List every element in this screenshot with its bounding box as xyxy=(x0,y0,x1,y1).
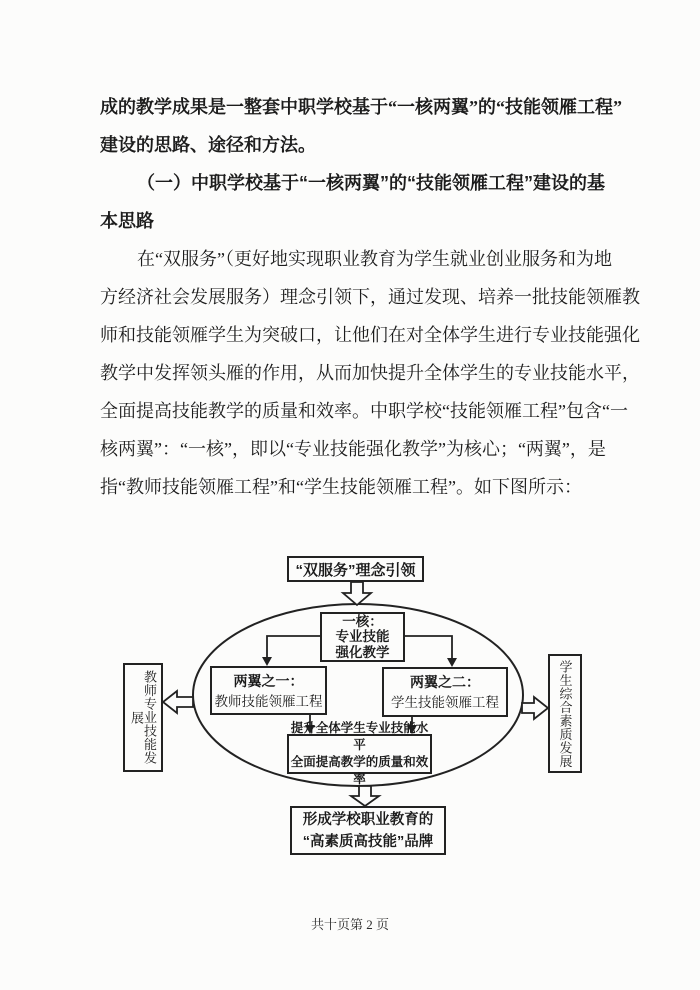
paragraph-line: 师和技能领雁学生为突破口，让他们在对全体学生进行专业技能强化 xyxy=(100,325,640,345)
box-result xyxy=(287,721,432,786)
paragraph-line: 成的教学成果是一整套中职学校基于“一核两翼”的“技能领雁工程” xyxy=(100,97,622,117)
box-wing-two-body: 学生技能领雁工程 xyxy=(391,695,499,710)
connector-core-to-wing2 xyxy=(405,636,452,659)
box-student-development-label: 学生综合素质发展 xyxy=(557,659,573,768)
box-brand-line1: 形成学校职业教育的 xyxy=(302,811,434,828)
connector-core-to-wing1 xyxy=(267,636,320,658)
box-core-line1: 一核： xyxy=(342,613,383,629)
box-guiding-concept-label: “双服务”理念引领 xyxy=(295,561,416,579)
arrowhead-wing2 xyxy=(447,658,457,667)
paragraph-line: 教学中发挥领头雁的作用，从而加快提升全体学生的专业技能水平， xyxy=(100,363,640,383)
box-teacher-development xyxy=(123,663,163,772)
box-wing-one xyxy=(210,666,327,715)
box-brand-line2: “高素质高技能”品牌 xyxy=(302,833,434,850)
box-wing-one-body: 教师技能领雁工程 xyxy=(214,693,323,709)
arrow-left-hollow xyxy=(163,691,193,713)
section-heading-line: 本思路 xyxy=(100,211,154,231)
box-wing-two-title: 两翼之二： xyxy=(410,674,480,690)
paragraph-line: 建设的思路、途径和方法。 xyxy=(100,135,316,155)
paragraph-line: 指“教师技能领雁工程”和“学生技能领雁工程”。如下图所示： xyxy=(100,477,582,497)
box-core-line3: 强化教学 xyxy=(335,644,390,660)
paragraph-line: 核两翼”：“一核”，即以“专业技能强化教学”为核心；“两翼”，是 xyxy=(100,439,606,459)
box-teacher-development-label: 教师专业技能发展 xyxy=(129,670,157,765)
section-heading-line: （一）中职学校基于“一核两翼”的“技能领雁工程”建设的基 xyxy=(137,173,605,193)
box-student-development xyxy=(548,654,582,773)
box-result-line1: 提升全体学生专业技能水平 xyxy=(290,721,429,752)
page-footer: 共十页第 2 页 xyxy=(310,917,389,932)
box-core xyxy=(320,612,405,662)
box-result-line2: 全面提高教学的质量和效率 xyxy=(290,755,429,786)
paragraph-line: 全面提高技能教学的质量和效率。中职学校“技能领雁工程”包含“一 xyxy=(100,401,628,421)
paragraph-line: 在“双服务”（更好地实现职业教育为学生就业创业服务和为地 xyxy=(137,249,612,269)
box-guiding-concept xyxy=(287,556,424,582)
box-wing-one-title: 两翼之一： xyxy=(233,672,304,689)
arrow-right-hollow xyxy=(522,697,548,719)
arrowhead-wing1 xyxy=(262,657,272,666)
arrow-down-hollow-top xyxy=(343,582,371,605)
box-core-line2: 专业技能 xyxy=(335,629,390,645)
arrow-down-hollow-bottom xyxy=(351,786,379,806)
paragraph-line: 方经济社会发展服务）理念引领下，通过发现、培养一批技能领雁教 xyxy=(100,287,640,307)
box-wing-two xyxy=(382,667,508,717)
box-brand xyxy=(290,806,446,855)
